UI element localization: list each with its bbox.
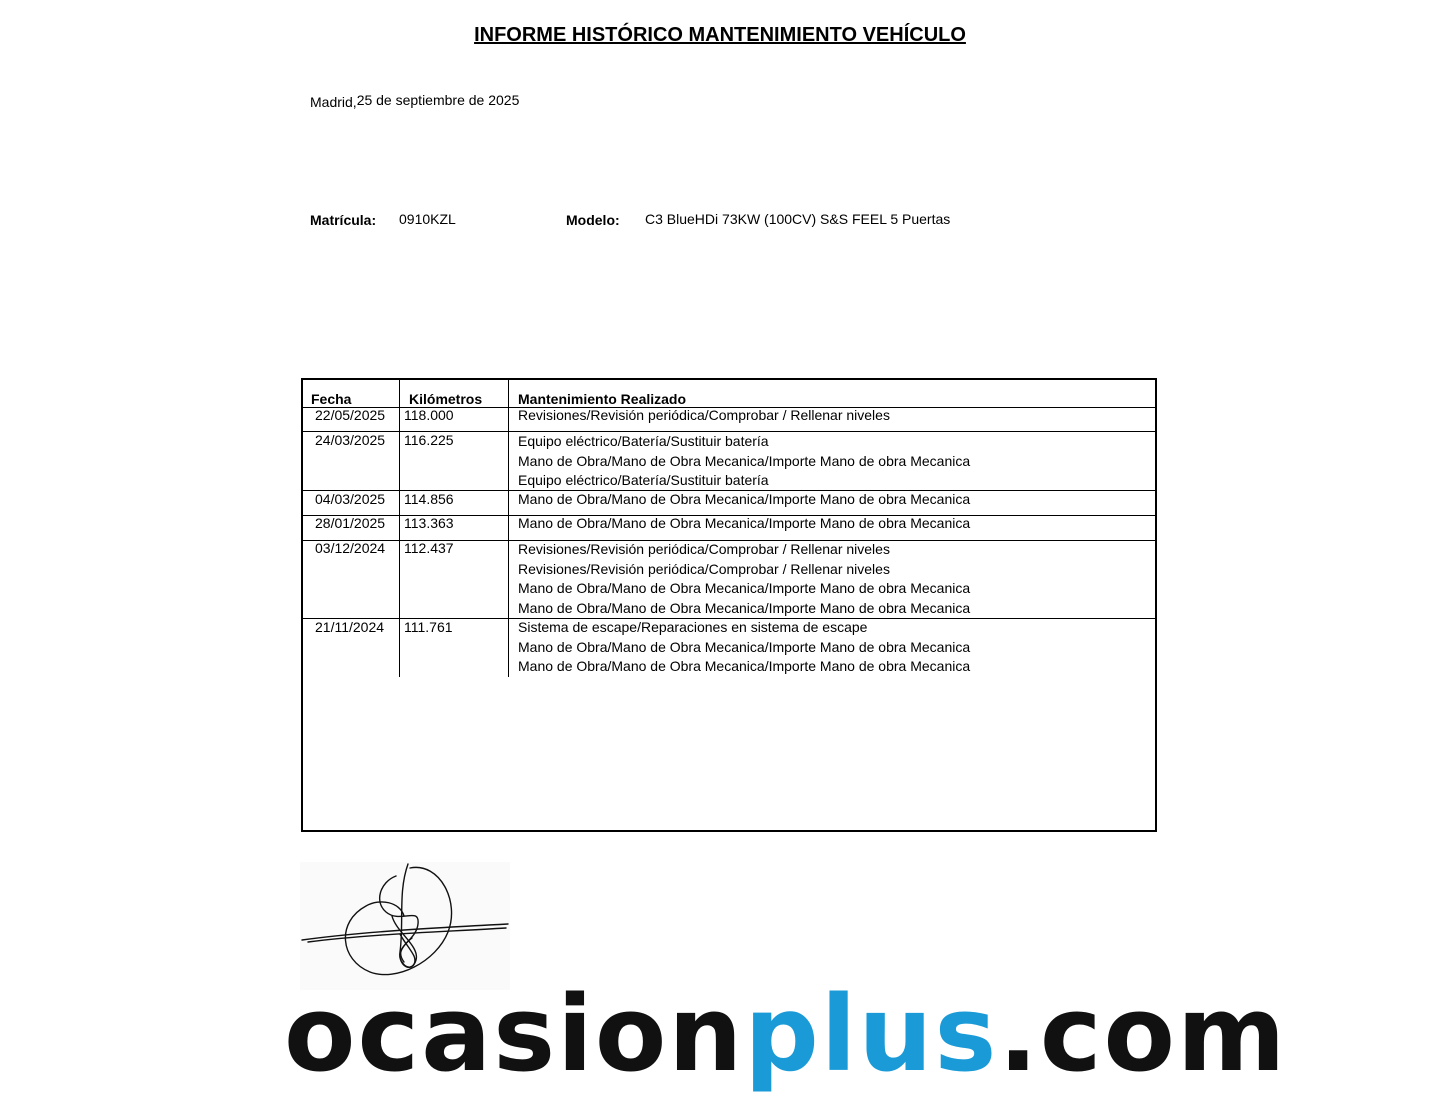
header-maintenance: Mantenimiento Realizado [518, 391, 687, 407]
row-km: 114.856 [404, 491, 454, 507]
maintenance-item: Mano de Obra/Mano de Obra Mecanica/Importe Mano de obra Mecanica [518, 600, 971, 617]
maintenance-table [301, 378, 1157, 832]
row-km: 112.437 [404, 540, 454, 556]
row-date: 28/01/2025 [315, 515, 386, 531]
row-date: 22/05/2025 [315, 407, 386, 423]
maintenance-item: Mano de Obra/Mano de Obra Mecanica/Importe Mano de obra Mecanica [518, 452, 971, 469]
maintenance-item: Sistema de escape/Reparaciones en sistema de escape [518, 619, 868, 635]
row-items [518, 490, 970, 510]
row-km: 111.761 [404, 619, 453, 635]
logo-text-dark: ocasion [284, 973, 745, 1095]
ocasionplus-logo [284, 973, 1288, 1095]
column-divider [508, 380, 509, 677]
row-items [518, 432, 970, 491]
document-date: 25 de septiembre de 2025 [356, 92, 520, 108]
column-divider [399, 380, 400, 677]
maintenance-item: Equipo eléctrico/Batería/Sustituir batería [518, 472, 769, 489]
row-items [518, 514, 970, 534]
model-value: C3 BlueHDi 73KW (100CV) S&S FEEL 5 Puertas [645, 211, 951, 227]
maintenance-item: Mano de Obra/Mano de Obra Mecanica/Importe Mano de obra Mecanica [518, 658, 971, 675]
row-date: 04/03/2025 [315, 491, 386, 507]
maintenance-item: Mano de Obra/Mano de Obra Mecanica/Importe Mano de obra Mecanica [518, 638, 971, 655]
row-date: 21/11/2024 [315, 619, 385, 635]
maintenance-item: Mano de Obra/Mano de Obra Mecanica/Importe Mano de obra Mecanica [518, 580, 971, 597]
logo-text-domain: .com [998, 973, 1288, 1095]
plate-value: 0910KZL [399, 211, 456, 227]
maintenance-item: Revisiones/Revisión periódica/Comprobar / Rellenar niveles [518, 560, 890, 577]
row-km: 113.363 [404, 515, 454, 531]
model-label: Modelo: [566, 212, 620, 228]
header-km: Kilómetros [409, 391, 483, 407]
row-km: 118.000 [404, 407, 454, 423]
row-date: 03/12/2024 [315, 540, 386, 556]
row-items [518, 618, 970, 677]
row-km: 116.225 [404, 432, 454, 448]
row-date: 24/03/2025 [315, 432, 386, 448]
maintenance-item: Equipo eléctrico/Batería/Sustituir batería [518, 433, 769, 449]
logo-text-accent: plus [744, 973, 999, 1095]
date-line [310, 92, 519, 108]
city-label: Madrid, [310, 94, 357, 110]
document-title: INFORME HISTÓRICO MANTENIMIENTO VEHÍCULO [474, 24, 966, 46]
row-items [518, 406, 890, 426]
plate-label: Matrícula: [310, 212, 377, 228]
maintenance-item: Revisiones/Revisión periódica/Comprobar / Rellenar niveles [518, 407, 890, 423]
maintenance-item: Mano de Obra/Mano de Obra Mecanica/Importe Mano de obra Mecanica [518, 515, 971, 531]
handwritten-signature-icon [300, 862, 510, 990]
row-items [518, 540, 970, 619]
maintenance-item: Mano de Obra/Mano de Obra Mecanica/Importe Mano de obra Mecanica [518, 491, 971, 507]
maintenance-item: Revisiones/Revisión periódica/Comprobar / Rellenar niveles [518, 541, 890, 557]
header-date: Fecha [311, 391, 352, 407]
